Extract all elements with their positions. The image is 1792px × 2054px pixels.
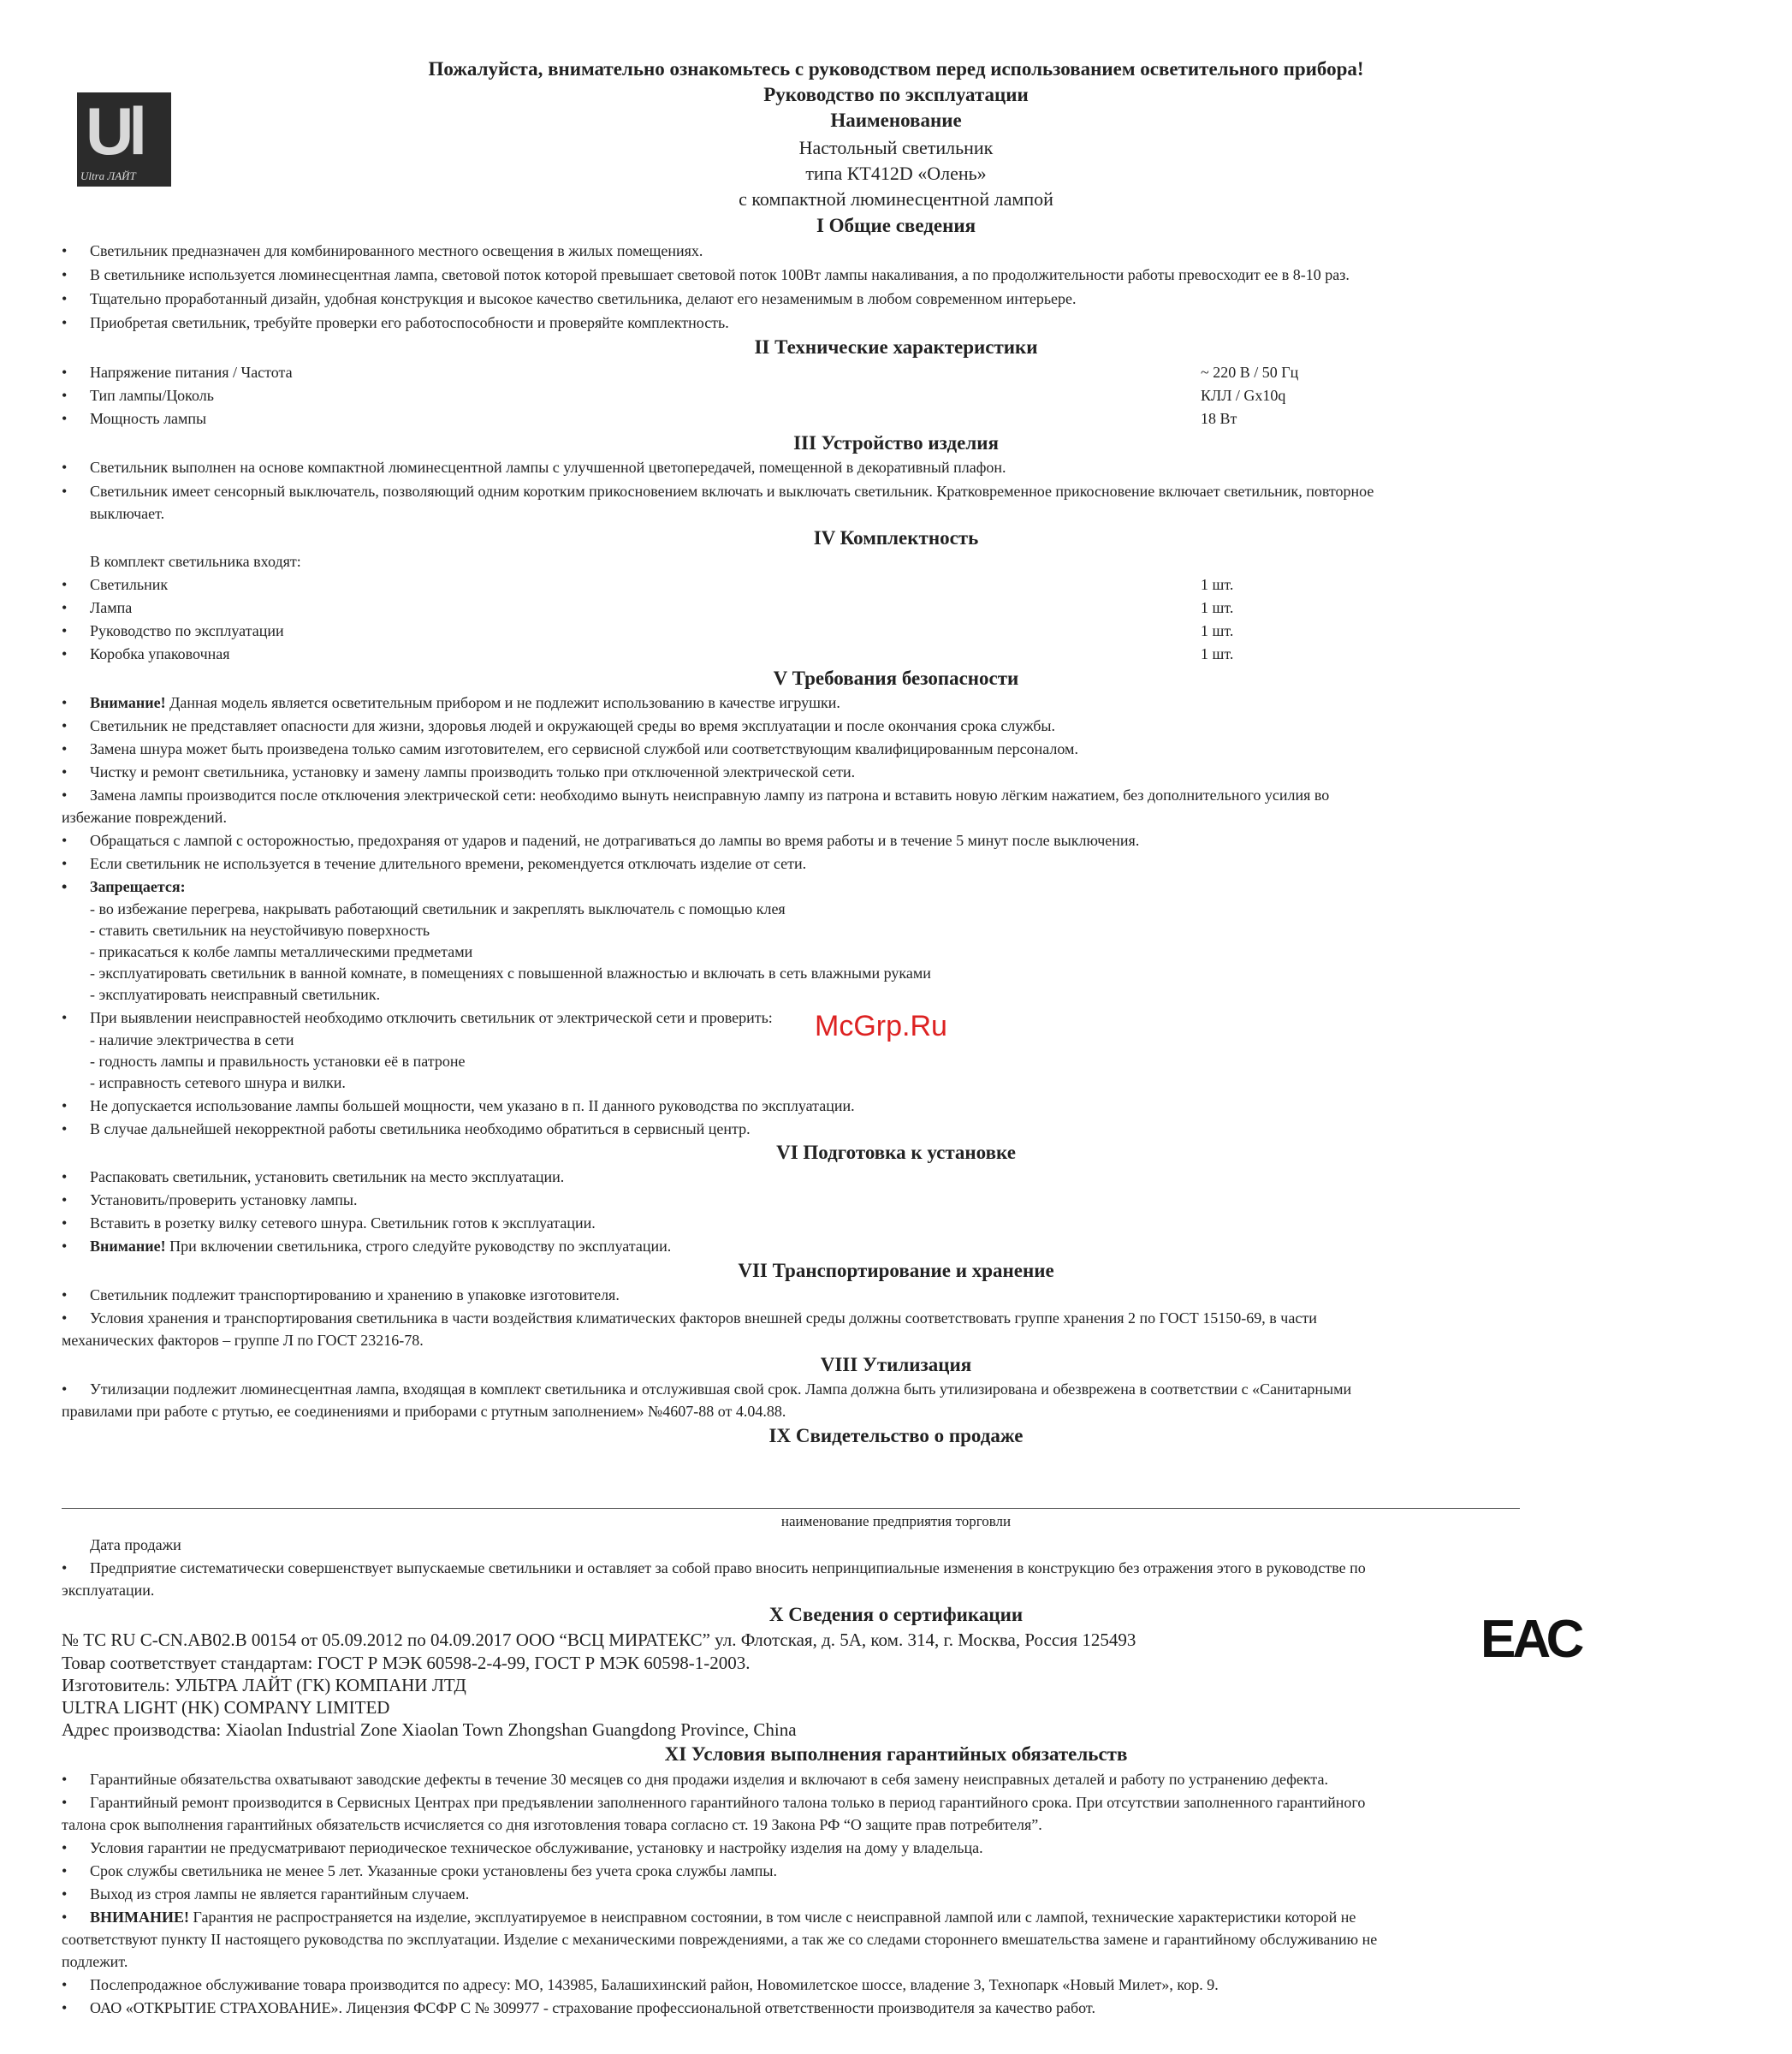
cert-standards: Товар соответствует стандартам: ГОСТ Р МЭК 60598-2-4-99, ГОСТ Р МЭК 60598-1-2003. [62,1653,751,1673]
list-item-continuation: подлежит. [62,1953,128,1970]
warning-heading: Пожалуйста, внимательно ознакомьтесь с руководством перед использованием осветительного прибора! [428,58,1364,80]
watermark: McGrp.Ru [815,1010,947,1042]
kit-label: • Коробка упаковочная [62,643,1730,666]
org-caption: наименование предприятия торговли [780,1513,1012,1529]
cert-number: № ТС RU С-CN.АВ02.В 00154 от 05.09.2012 по 04.09.2017 ООО “ВСЦ МИРАТЕКС” ул. Флотская, д. 5А, ком. 314, г. Москва, Россия 125493 [62,1630,1136,1650]
section-8-title: VIII Утилизация [820,1354,972,1375]
kit-intro: В комплект светильника входят: [90,553,301,570]
cert-maker-en: ULTRA LIGHT (HK) COMPANY LIMITED [62,1697,390,1718]
manual-title: Руководство по эксплуатации [763,84,1029,105]
list-item: • ОАО «ОТКРЫТИЕ СТРАХОВАНИЕ». Лицензия ФСФР С № 309977 - страхование профессиональной ответственности производителя за качество работ. [62,1997,1730,2020]
list-item: • Замена шнура может быть произведена только самим изготовителем, его сервисной службой или соответствующим квалифицированным персоналом. [62,738,1730,761]
list-item: • Светильник выполнен на основе компактной люминесцентной лампы с улучшенной цветопередачей, помещенной в декоративный плафон. [62,456,1730,479]
kit-label: • Светильник [62,573,1730,597]
section-10-title: X Сведения о сертификации [768,1604,1024,1625]
list-item-continuation: выключает. [90,505,165,522]
list-item-continuation: талона срок выполнения гарантийных обязательств исчисляется со дня изготовления товара согласно ст. 19 Закона РФ “О защите прав потребителя”. [62,1816,1042,1833]
list-item-text: Данная модель является осветительным прибором и не подлежит использованию в качестве игрушки. [169,694,840,711]
name-heading: Наименование [830,110,962,131]
list-item: • Гарантийный ремонт производится в Сервисных Центрах при предъявлении заполненного гарантийного талона только в период гарантийного срока. При отсутствии заполненного гарантийного [62,1791,1730,1814]
kit-value: 1 шт. [1201,576,1234,593]
sale-date-label: Дата продажи [90,1536,181,1553]
list-item: • В светильнике используется люминесцентная лампа, световой поток которой превышает световой поток 100Вт лампы накаливания, а по продолжительности работы превосходит ее в 8-10 раз. [62,264,1730,287]
signature-line [62,1508,1520,1509]
list-item: • Срок службы светильника не менее 5 лет. Указанные сроки установлены без учета срока службы лампы. [62,1860,1730,1883]
list-item: • Гарантийные обязательства охватывают заводские дефекты в течение 30 месяцев со дня продажи изделия и включают в себя замену неисправных деталей и работу по устранению дефекта. [62,1768,1730,1791]
list-item: • Выход из строя лампы не является гарантийным случаем. [62,1883,1730,1906]
list-item: • Светильник подлежит транспортированию и хранению в упаковке изготовителя. [62,1284,1730,1307]
logo-caption: Ultra ЛАЙТ [80,169,136,182]
section-1-title: I Общие сведения [816,215,976,236]
list-item: • Если светильник не используется в течение длительного времени, рекомендуется отключать изделие от сети. [62,852,1730,876]
check-item: - годность лампы и правильность установки её в патроне [90,1053,466,1070]
section-11-title: XI Условия выполнения гарантийных обязательств [664,1743,1128,1765]
list-item: • Светильник не представляет опасности для жизни, здоровья людей и окружающей среды во время эксплуатации и после окончания срока службы. [62,715,1730,738]
list-item: • Предприятие систематически совершенствует выпускаемые светильники и оставляет за собой право вносить непринципиальные изменения в конструкцию без отражения этого в руководстве по [62,1557,1730,1580]
forbidden-item: - ставить светильник на неустойчивую поверхность [90,922,430,939]
list-item: • Утилизации подлежит люминесцентная лампа, входящая в комплект светильника и отслужившая свой срок. Лампа должна быть утилизирована и обезврежена в соответствии с «Санитарными [62,1378,1730,1401]
list-item: • Распаковать светильник, установить светильник на место эксплуатации. [62,1166,1730,1189]
attention-label: Внимание! [90,1238,166,1255]
list-item: • Чистку и ремонт светильника, установку и замену лампы производить только при отключенной электрической сети. [62,761,1730,784]
spec-label: • Тип лампы/Цоколь [62,384,1730,407]
section-5-title: V Требования безопасности [773,668,1019,689]
list-item: • Условия гарантии не предусматривают периодическое техническое обслуживание, установку и настройку изделия на дому у владельца. [62,1837,1730,1860]
list-item: • В случае дальнейшей некорректной работы светильника необходимо обратиться в сервисный центр. [62,1118,1730,1141]
section-2-title: II Технические характеристики [754,336,1038,358]
list-item-continuation: соответствуют пункту II настоящего руководства по эксплуатации. Изделие с механическими повреждениями, а так же со следами стороннего вмешательства замене и гарантийному обслуживанию не [62,1931,1378,1948]
list-item: • Светильник предназначен для комбинированного местного освещения в жилых помещениях. [62,240,1730,263]
list-item [62,1906,1730,1929]
forbidden-item: - прикасаться к колбе лампы металлическими предметами [90,943,473,960]
spec-label: • Мощность лампы [62,407,1730,430]
list-item: • Установить/проверить установку лампы. [62,1189,1730,1212]
check-item: - исправность сетевого шнура и вилки. [90,1074,346,1091]
list-item: • Обращаться с лампой с осторожностью, предохраняя от ударов и падений, не дотрагиваться до лампы во время работы и в течение 5 минут после выключения. [62,829,1730,852]
list-item-continuation: избежание повреждений. [62,809,227,826]
forbidden-item: - во избежание перегрева, накрывать работающий светильник и закреплять выключатель с помощью клея [90,900,786,917]
list-item: • Тщательно проработанный дизайн, удобная конструкция и высокое качество светильника, делают его незаменимым в любом современном интерьере. [62,288,1730,311]
list-item: • Приобретая светильник, требуйте проверки его работоспособности и проверяйте комплектность. [62,312,1730,335]
spec-value: ~ 220 В / 50 Гц [1201,364,1299,381]
attention-label: Внимание! [90,694,166,711]
kit-value: 1 шт. [1201,645,1234,662]
kit-value: 1 шт. [1201,622,1234,639]
attention-label: ВНИМАНИЕ! [90,1909,189,1926]
list-item: • Послепродажное обслуживание товара производится по адресу: МО, 143985, Балашихинский район, Новомилетское шоссе, владение 3, Технопарк «Новый Милет», кор. 9. [62,1974,1730,1997]
logo-mark: Ul [86,93,142,169]
cert-address: Адрес производства: Xiaolan Industrial Zone Xiaolan Town Zhongshan Guangdong Province, China [62,1719,797,1740]
check-item: - наличие электричества в сети [90,1031,294,1048]
list-item-continuation: механических факторов – группе Л по ГОСТ 23216-78. [62,1332,424,1349]
kit-label: • Лампа [62,597,1730,620]
product-line-3: с компактной люминесцентной лампой [739,188,1053,210]
section-3-title: III Устройство изделия [793,432,999,454]
forbidden-item: - эксплуатировать светильник в ванной комнате, в помещениях с повышенной влажностью и включать в сеть влажными руками [90,965,931,982]
list-item-text: При включении светильника, строго следуйте руководству по эксплуатации. [169,1238,672,1255]
forbidden-item: - эксплуатировать неисправный светильник. [90,986,381,1003]
eac-mark: ЕАС [1480,1610,1581,1669]
forbidden-label: • Запрещается: [62,876,1730,899]
section-6-title: VI Подготовка к установке [776,1142,1016,1163]
list-item-text: Гарантия не распространяется на изделие, эксплуатируемое в неисправном состоянии, в том числе с неисправной лампой или с лампой, технические характеристики которой не [193,1909,1356,1926]
product-line-2: типа КТ412D «Олень» [805,163,987,184]
list-item-continuation: эксплуатации. [62,1582,155,1599]
section-9-title: IX Свидетельство о продаже [768,1425,1024,1446]
spec-label: • Напряжение питания / Частота [62,361,1730,384]
kit-value: 1 шт. [1201,599,1234,616]
section-4-title: IV Комплектность [813,527,979,549]
list-item: • Замена лампы производится после отключения электрической сети: необходимо вынуть неисправную лампу из патрона и вставить новую лёгким нажатием, без дополнительного усилия во [62,784,1730,807]
cert-maker: Изготовитель: УЛЬТРА ЛАЙТ (ГК) КОМПАНИ ЛТД [62,1675,466,1695]
list-item: • Светильник имеет сенсорный выключатель, позволяющий одним коротким прикосновением включать и выключать светильник. Кратковременное прикосновение включает светильник, повторное [62,480,1730,503]
spec-value: 18 Вт [1201,410,1237,427]
list-item: • При выявлении неисправностей необходимо отключить светильник от электрической сети и проверить: [62,1006,1730,1030]
list-item: • Вставить в розетку вилку сетевого шнура. Светильник готов к эксплуатации. [62,1212,1730,1235]
list-item-continuation: правилами при работе с ртутью, ее соединениями и приборами с ртутным заполнением» №4607-88 от 4.04.88. [62,1403,786,1420]
list-item: • Условия хранения и транспортирования светильника в части воздействия климатических факторов внешней среды должны соответствовать группе хранения 2 по ГОСТ 15150-69, в части [62,1307,1730,1330]
spec-value: КЛЛ / Gx10q [1201,387,1286,404]
kit-label: • Руководство по эксплуатации [62,620,1730,643]
product-line-1: Настольный светильник [798,137,994,158]
list-item: • Не допускается использование лампы большей мощности, чем указано в п. II данного руководства по эксплуатации. [62,1095,1730,1118]
list-item [62,692,1730,715]
list-item [62,1235,1730,1258]
section-7-title: VII Транспортирование и хранение [738,1260,1054,1281]
